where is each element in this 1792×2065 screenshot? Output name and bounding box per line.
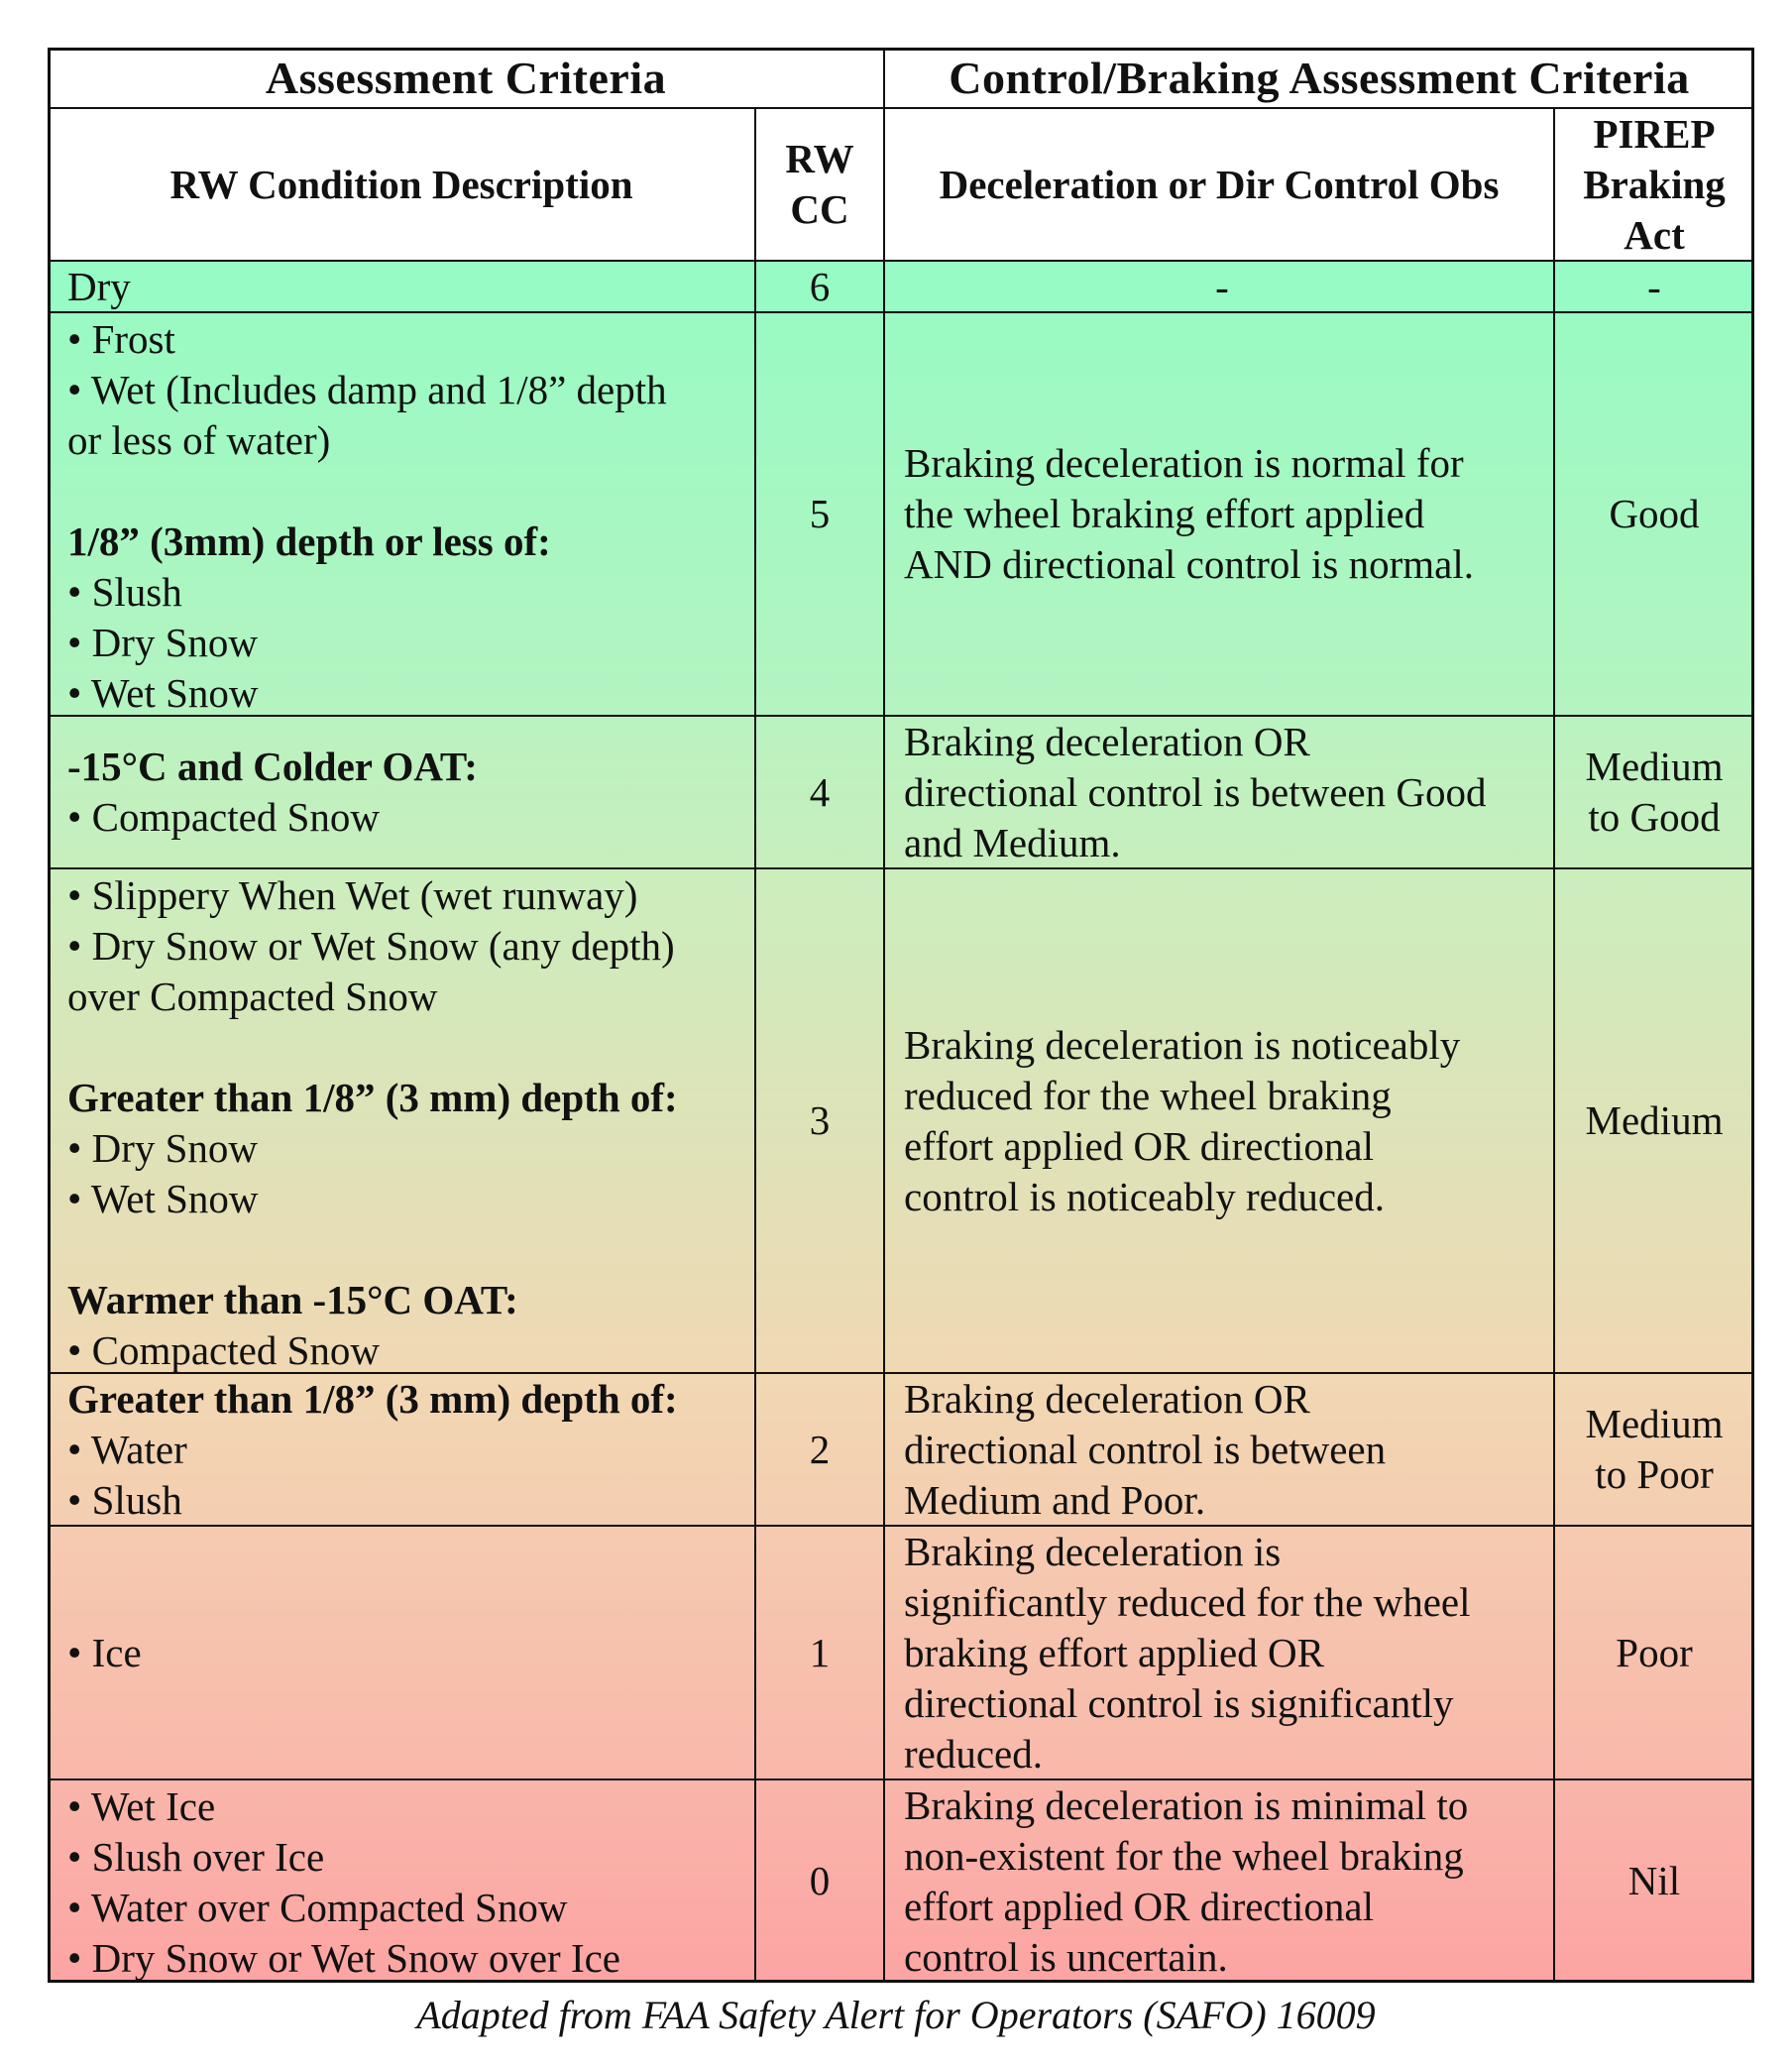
- rwcc-value: 5: [809, 491, 831, 536]
- condition-heading: Greater than 1/8” (3 mm) depth of:: [67, 1375, 678, 1422]
- rwcc-value: 6: [809, 263, 831, 309]
- condition-item: over Compacted Snow: [67, 974, 438, 1019]
- decel-obs-line: AND directional control is normal.: [904, 541, 1475, 587]
- condition-item: • Slush: [67, 1476, 182, 1523]
- pirep-line: Poor: [1616, 1629, 1693, 1675]
- condition-item: • Dry Snow: [67, 620, 259, 665]
- header-decel-obs: Deceleration or Dir Control Obs: [884, 108, 1554, 261]
- rwcc-value: 0: [809, 1858, 831, 1903]
- header-pirep-line: Braking: [1583, 161, 1726, 207]
- rwcc-value: 2: [809, 1426, 831, 1472]
- decel-obs-line: Braking deceleration is normal for: [904, 440, 1464, 486]
- header-rw-condition-description: RW Condition Description: [48, 108, 755, 261]
- condition-heading: 1/8” (3mm) depth or less of:: [67, 518, 551, 564]
- rwcc-value: 4: [809, 768, 831, 815]
- condition-item: • Water over Compacted Snow: [67, 1885, 568, 1930]
- header-rwcc-line: CC: [790, 186, 849, 232]
- decel-obs-line: Medium and Poor.: [904, 1476, 1206, 1523]
- rwcc-value: 3: [809, 1097, 831, 1143]
- decel-obs-line: reduced for the wheel braking: [904, 1072, 1392, 1118]
- decel-obs-line: -: [1215, 263, 1229, 309]
- condition-item: • Water: [67, 1426, 187, 1472]
- condition-item: • Compacted Snow: [67, 1327, 380, 1373]
- condition-heading: Greater than 1/8” (3 mm) depth of:: [67, 1075, 678, 1120]
- condition-item: • Compacted Snow: [67, 794, 380, 840]
- decel-obs-line: directional control is between: [904, 1426, 1387, 1472]
- table-grid-lines: [48, 48, 1754, 1983]
- condition-item: • Wet Snow: [67, 670, 259, 716]
- rwcc-value: 1: [809, 1629, 831, 1675]
- pirep-line: Medium: [1585, 744, 1724, 789]
- decel-obs-line: directional control is significantly: [904, 1679, 1454, 1726]
- decel-obs-line: Braking deceleration is noticeably: [904, 1021, 1461, 1068]
- decel-obs-line: reduced.: [904, 1730, 1043, 1777]
- condition-heading: Warmer than -15°C OAT:: [67, 1277, 518, 1322]
- condition-item: • Slush: [67, 569, 182, 615]
- decel-obs-line: directional control is between Good: [904, 768, 1487, 815]
- condition-item: • Wet Ice: [67, 1783, 216, 1829]
- condition-item: or less of water): [67, 417, 331, 463]
- decel-obs-line: Braking deceleration is: [904, 1528, 1282, 1574]
- header-pirep-line: PIREP: [1593, 110, 1716, 157]
- decel-obs-line: the wheel braking effort applied: [904, 491, 1425, 536]
- pirep-line: to Poor: [1595, 1451, 1714, 1497]
- pirep-line: Nil: [1627, 1858, 1681, 1903]
- condition-item: • Slippery When Wet (wet runway): [67, 872, 638, 918]
- pirep-line: Good: [1609, 491, 1700, 536]
- header-pirep-line: Act: [1624, 211, 1685, 258]
- condition-item: • Dry Snow or Wet Snow (any depth): [67, 923, 675, 969]
- source-caption: Adapted from FAA Safety Alert for Operators (SAFO) 16009: [416, 1993, 1376, 2037]
- decel-obs-line: significantly reduced for the wheel: [904, 1578, 1471, 1625]
- condition-item: • Wet (Includes damp and 1/8” depth: [67, 367, 667, 412]
- header-control-braking-criteria: Control/Braking Assessment Criteria: [884, 48, 1754, 108]
- condition-item: • Frost: [67, 316, 175, 362]
- condition-item: • Ice: [67, 1629, 142, 1675]
- decel-obs-line: Braking deceleration is minimal to: [904, 1781, 1469, 1828]
- decel-obs-line: effort applied OR directional: [904, 1883, 1375, 1929]
- decel-obs-line: control is uncertain.: [904, 1933, 1228, 1980]
- condition-heading: -15°C and Colder OAT:: [67, 744, 478, 789]
- decel-obs-line: effort applied OR directional: [904, 1122, 1375, 1169]
- pirep-line: Medium: [1585, 1401, 1724, 1446]
- condition-item: • Dry Snow or Wet Snow over Ice: [67, 1935, 621, 1981]
- decel-obs-line: Braking deceleration OR: [904, 1375, 1310, 1422]
- pirep-line: -: [1647, 263, 1661, 309]
- condition-item: Dry: [67, 263, 131, 309]
- decel-obs-line: non-existent for the wheel braking: [904, 1832, 1464, 1879]
- pirep-line: to Good: [1588, 794, 1721, 840]
- decel-obs-line: control is noticeably reduced.: [904, 1173, 1385, 1219]
- header-rwcc-line: RW: [785, 136, 854, 181]
- condition-item: • Slush over Ice: [67, 1834, 325, 1880]
- condition-item: • Wet Snow: [67, 1176, 259, 1221]
- decel-obs-line: Braking deceleration OR: [904, 718, 1310, 764]
- decel-obs-line: braking effort applied OR: [904, 1629, 1324, 1675]
- decel-obs-line: and Medium.: [904, 819, 1121, 865]
- condition-item: • Dry Snow: [67, 1125, 259, 1171]
- header-assessment-criteria: Assessment Criteria: [48, 48, 884, 108]
- rcam-table: [48, 48, 1754, 1983]
- pirep-line: Medium: [1585, 1097, 1724, 1143]
